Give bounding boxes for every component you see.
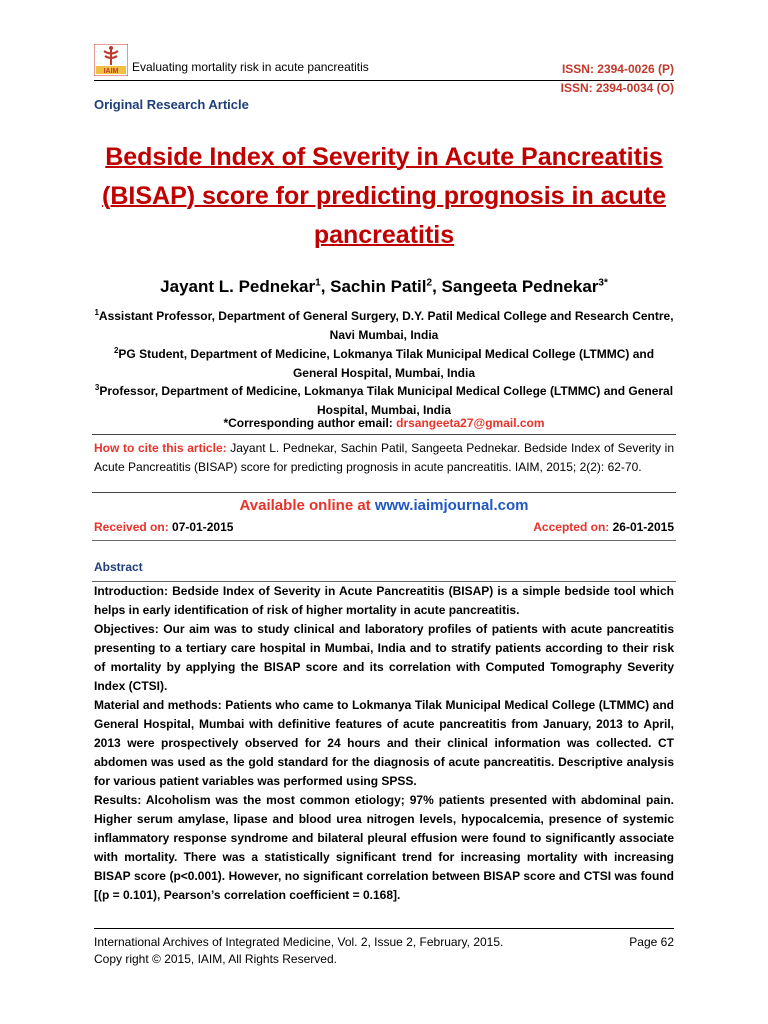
received-date <box>94 520 233 534</box>
section-text: Patients who came to Lokmanya Tilak Municipal Medical College (LTMMC) and General Hospital, Mumbai with definitive features of acute pancreatitis from January, 2013 to April, 2013 were prospectively observed for 24 hours and their clinical information was collected. CT abdomen was used as the gold standard for the diagnosis of acute pancreatitis. Descriptive analysis for various patient variables was performed using SPSS. <box>94 698 674 788</box>
citation-text: Jayant L. Pednekar, Sachin Patil, Sangeeta Pednekar. Bedside Index of Severity in Acute Pancreatitis (BISAP) score for predicting prognosis in acute pancreatitis. IAIM, 2015; 2(2): 62-70. <box>94 441 674 474</box>
abstract-methods <box>94 696 674 791</box>
section-label: Material and methods: <box>94 698 222 712</box>
affiliation-text: PG Student, Department of Medicine, Lokmanya Tilak Municipal Medical College (LTMMC) and General Hospital, Mumbai, India <box>118 347 655 380</box>
journal-url-link[interactable]: www.iaimjournal.com <box>374 497 529 514</box>
corresponding-author <box>94 416 674 430</box>
available-online <box>94 497 674 514</box>
author-list <box>94 277 674 297</box>
affiliation-mark: 3 <box>94 383 100 392</box>
logo-text: IAIM <box>103 68 119 75</box>
article-type: Original Research Article <box>94 97 249 112</box>
author-separator: , <box>320 277 331 296</box>
abstract-heading-box <box>92 540 676 582</box>
received-value: 07-01-2015 <box>168 520 234 534</box>
section-label: Results: <box>94 793 142 807</box>
page-footer <box>94 934 674 968</box>
section-text: Our aim was to study clinical and laboratory profiles of patients with acute pancreatitis presenting to a tertiary care hospital in Mumbai, India and to stratify patients according to their risk of mortality by applying the BISAP score and its correlation with Computed Tomography Severity Index (CTSI). <box>94 622 674 693</box>
author-affil-mark: 2 <box>426 277 433 289</box>
section-label: Introduction: <box>94 584 168 598</box>
journal-logo-icon <box>94 44 128 76</box>
section-label: Objectives: <box>94 622 159 636</box>
abstract-introduction <box>94 582 674 620</box>
footer-divider <box>94 928 674 929</box>
page-number: Page 62 <box>629 935 674 949</box>
received-label: Received on: <box>94 520 169 534</box>
issn-print: ISSN: 2394-0026 (P) <box>561 62 674 76</box>
abstract-heading: Abstract <box>94 560 143 574</box>
article-dates <box>94 520 674 538</box>
corresponding-label: *Corresponding author email: <box>223 416 397 430</box>
available-online-label: Available online at <box>239 497 375 514</box>
issn-online: ISSN: 2394-0034 (O) <box>560 81 674 95</box>
affiliation-mark: 1 <box>94 308 99 317</box>
affiliation-text: Professor, Department of Medicine, Lokmanya Tilak Municipal Medical College (LTMMC) and General Hospital, Mumbai, India <box>99 384 674 417</box>
article-title: Bedside Index of Severity in Acute Pancreatitis (BISAP) score for predicting prognosis in acute pancreatitis <box>102 143 666 249</box>
abstract-body <box>94 582 674 905</box>
accepted-date <box>533 520 674 534</box>
affiliation-1 <box>94 303 674 345</box>
abstract-objectives <box>94 620 674 696</box>
accepted-label: Accepted on: <box>533 520 610 534</box>
author-affil-mark: 3* <box>598 277 608 289</box>
author-name: Jayant L. Pednekar <box>160 277 316 296</box>
footer-copyright: Copy right © 2015, IAIM, All Rights Reserved. <box>94 952 337 966</box>
running-title: Evaluating mortality risk in acute pancreatitis <box>132 60 369 74</box>
affiliation-2 <box>94 341 674 383</box>
header-divider <box>94 80 674 81</box>
author-affil-mark: 1 <box>315 277 321 289</box>
abstract-results <box>94 791 674 905</box>
affiliation-text: Assistant Professor, Department of General Surgery, D.Y. Patil Medical College and Research Centre, Navi Mumbai, India <box>98 309 674 342</box>
section-text: Bedside Index of Severity in Acute Pancreatitis (BISAP) is a simple bedside tool which helps in early identification of risk of higher mortality in acute pancreatitis. <box>94 584 674 617</box>
author-separator: , <box>432 277 442 296</box>
page-header <box>94 44 680 95</box>
section-text: Alcoholism was the most common etiology; 97% patients presented with abdominal pain. Higher serum amylase, lipase and blood urea nitrogen levels, hypocalcemia, presence of systemic inflammatory response syndrome and bilateral pleural effusion were found to significantly associate with mortality. There was a statistically significant trend for increasing mortality with increasing BISAP score (p<0.001). However, no significant correlation between BISAP score and CTSI was found [(p = 0.101), Pearson’s correlation coefficient = 0.168]. <box>94 793 674 902</box>
footer-journal: International Archives of Integrated Medicine, Vol. 2, Issue 2, February, 2015. <box>94 935 504 949</box>
accepted-value: 26-01-2015 <box>609 520 674 534</box>
author-name: Sachin Patil <box>330 277 427 296</box>
corresponding-email-link[interactable]: drsangeeta27@gmail.com <box>396 416 545 430</box>
citation <box>94 439 674 477</box>
affiliation-mark: 2 <box>113 346 119 355</box>
author-name: Sangeeta Pednekar <box>441 277 599 296</box>
affiliation-3 <box>94 378 674 420</box>
citation-label: How to cite this article: <box>94 441 227 455</box>
